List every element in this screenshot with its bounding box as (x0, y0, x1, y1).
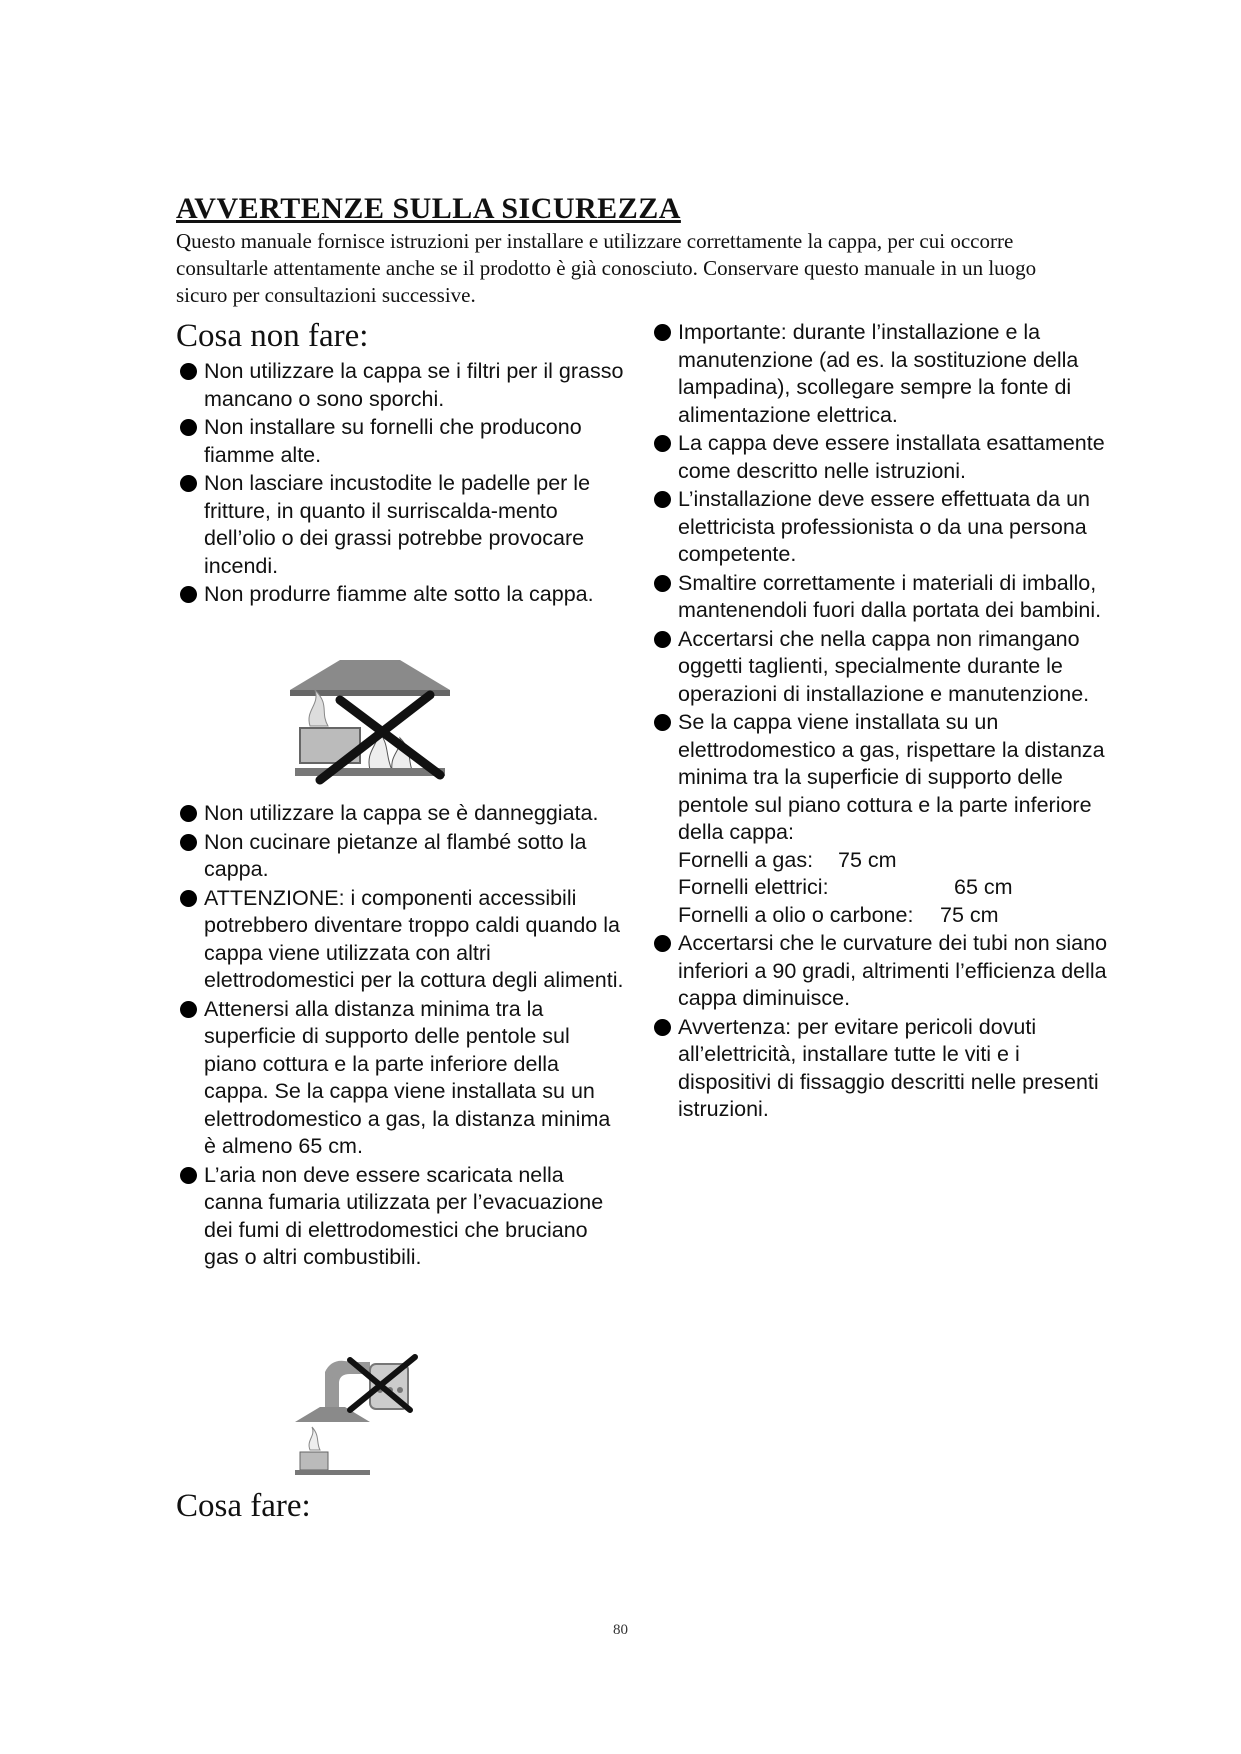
list-item: Non produrre fiamme alte sotto la cappa. (176, 581, 626, 609)
list-item: Accertarsi che nella cappa non rimangano oggetti taglienti, specialmente durante le operazioni di installazione e manutenzione. (650, 626, 1110, 709)
distance-row: Fornelli a olio o carbone: 75 cm (678, 902, 999, 927)
page-number: 80 (613, 1622, 628, 1638)
list-item: Attenersi alla distanza minima tra la superficie di supporto delle pentole sul piano cottura e la parte inferiore della cappa. Se la cappa viene installata su un elettrodomestico a gas, la distanza minima è almeno 65 cm. (176, 996, 626, 1161)
hood-duct-boiler-crossed-illustration (290, 1352, 430, 1477)
bullet-icon (180, 475, 197, 492)
bullet-icon (654, 935, 671, 952)
intro-paragraph: Questo manuale fornisce istruzioni per installare e utilizzare correttamente la cappa, per cui occorre consultarle attentamente anche se il prodotto è già conosciuto. Conservare questo manuale in un luogo sicuro per consultazioni successive. (176, 229, 1037, 307)
list-item: Non utilizzare la cappa se è danneggiata. (176, 800, 626, 828)
bullet-icon (180, 1167, 197, 1184)
bullet-icon (180, 363, 197, 380)
bullet-icon (180, 805, 197, 822)
dont-heading: Cosa non fare: (176, 318, 369, 354)
list-item: Non cucinare pietanze al flambé sotto la cappa. (176, 829, 626, 884)
bullet-icon (654, 491, 671, 508)
list-item: L’installazione deve essere effettuata da un elettricista professionista o da una persona competente. (650, 486, 1110, 569)
bullet-icon (654, 1019, 671, 1036)
list-item: L’aria non deve essere scaricata nella canna fumaria utilizzata per l’evacuazione dei fumi di elettrodomestici che bruciano gas o altri combustibili. (176, 1162, 626, 1272)
distance-row: Fornelli a gas: 75 cm (678, 847, 897, 872)
bullet-icon (654, 714, 671, 731)
bullet-icon (180, 419, 197, 436)
dont-list-a (176, 358, 626, 610)
list-item: Avvertenza: per evitare pericoli dovuti all’elettricità, installare tutte le viti e i dispositivi di fissaggio descritti nelle presenti istruzioni. (650, 1014, 1110, 1124)
bullet-icon (180, 1001, 197, 1018)
list-item: Non utilizzare la cappa se i filtri per il grasso mancano o sono sporchi. (176, 358, 626, 413)
bullet-icon (180, 834, 197, 851)
dont-list-b (176, 800, 626, 1273)
hood-shape (295, 1407, 370, 1422)
list-item: Smaltire correttamente i materiali di imballo, mantenendoli fuori dalla portata dei bambini. (650, 570, 1110, 625)
do-list (650, 319, 1110, 1125)
list-item-gas-distance: Se la cappa viene installata su un elettrodomestico a gas, rispettare la distanza minima tra la superficie di supporto delle pentole sul piano cottura e la parte inferiore della cappa: Fornelli a gas: 75 cm Fornelli elettrici: 65 cm Fornelli a olio o carbone: 75 cm (650, 709, 1110, 929)
hood-shape (290, 660, 450, 690)
page-title: AVVERTENZE SULLA SICUREZZA (176, 192, 681, 225)
bullet-icon (180, 890, 197, 907)
bullet-icon (654, 575, 671, 592)
distance-row: Fornelli elettrici: 65 cm (678, 875, 1013, 899)
list-item: Accertarsi che le curvature dei tubi non siano inferiori a 90 gradi, altrimenti l’efficienza della cappa diminuisce. (650, 930, 1110, 1013)
list-item: ATTENZIONE: i componenti accessibili potrebbero diventare troppo caldi quando la cappa viene utilizzata con altri elettrodomestici per la cottura degli alimenti. (176, 885, 626, 995)
list-item: Non installare su fornelli che producono fiamme alte. (176, 414, 626, 469)
list-item: La cappa deve essere installata esattamente come descritto nelle istruzioni. (650, 430, 1110, 485)
hood-flame-crossed-illustration (280, 650, 460, 790)
list-item: Non lasciare incustodite le padelle per le fritture, in quanto il surriscalda-mento dell’olio o dei grassi potrebbe provocare incendi. (176, 470, 626, 580)
list-item: Importante: durante l’installazione e la manutenzione (ad es. la sostituzione della lampadina), scollegare sempre la fonte di alimentazione elettrica. (650, 319, 1110, 429)
bullet-icon (180, 586, 197, 603)
bullet-icon (654, 435, 671, 452)
bullet-icon (654, 631, 671, 648)
bullet-icon (654, 324, 671, 341)
do-heading: Cosa fare: (176, 1488, 311, 1524)
